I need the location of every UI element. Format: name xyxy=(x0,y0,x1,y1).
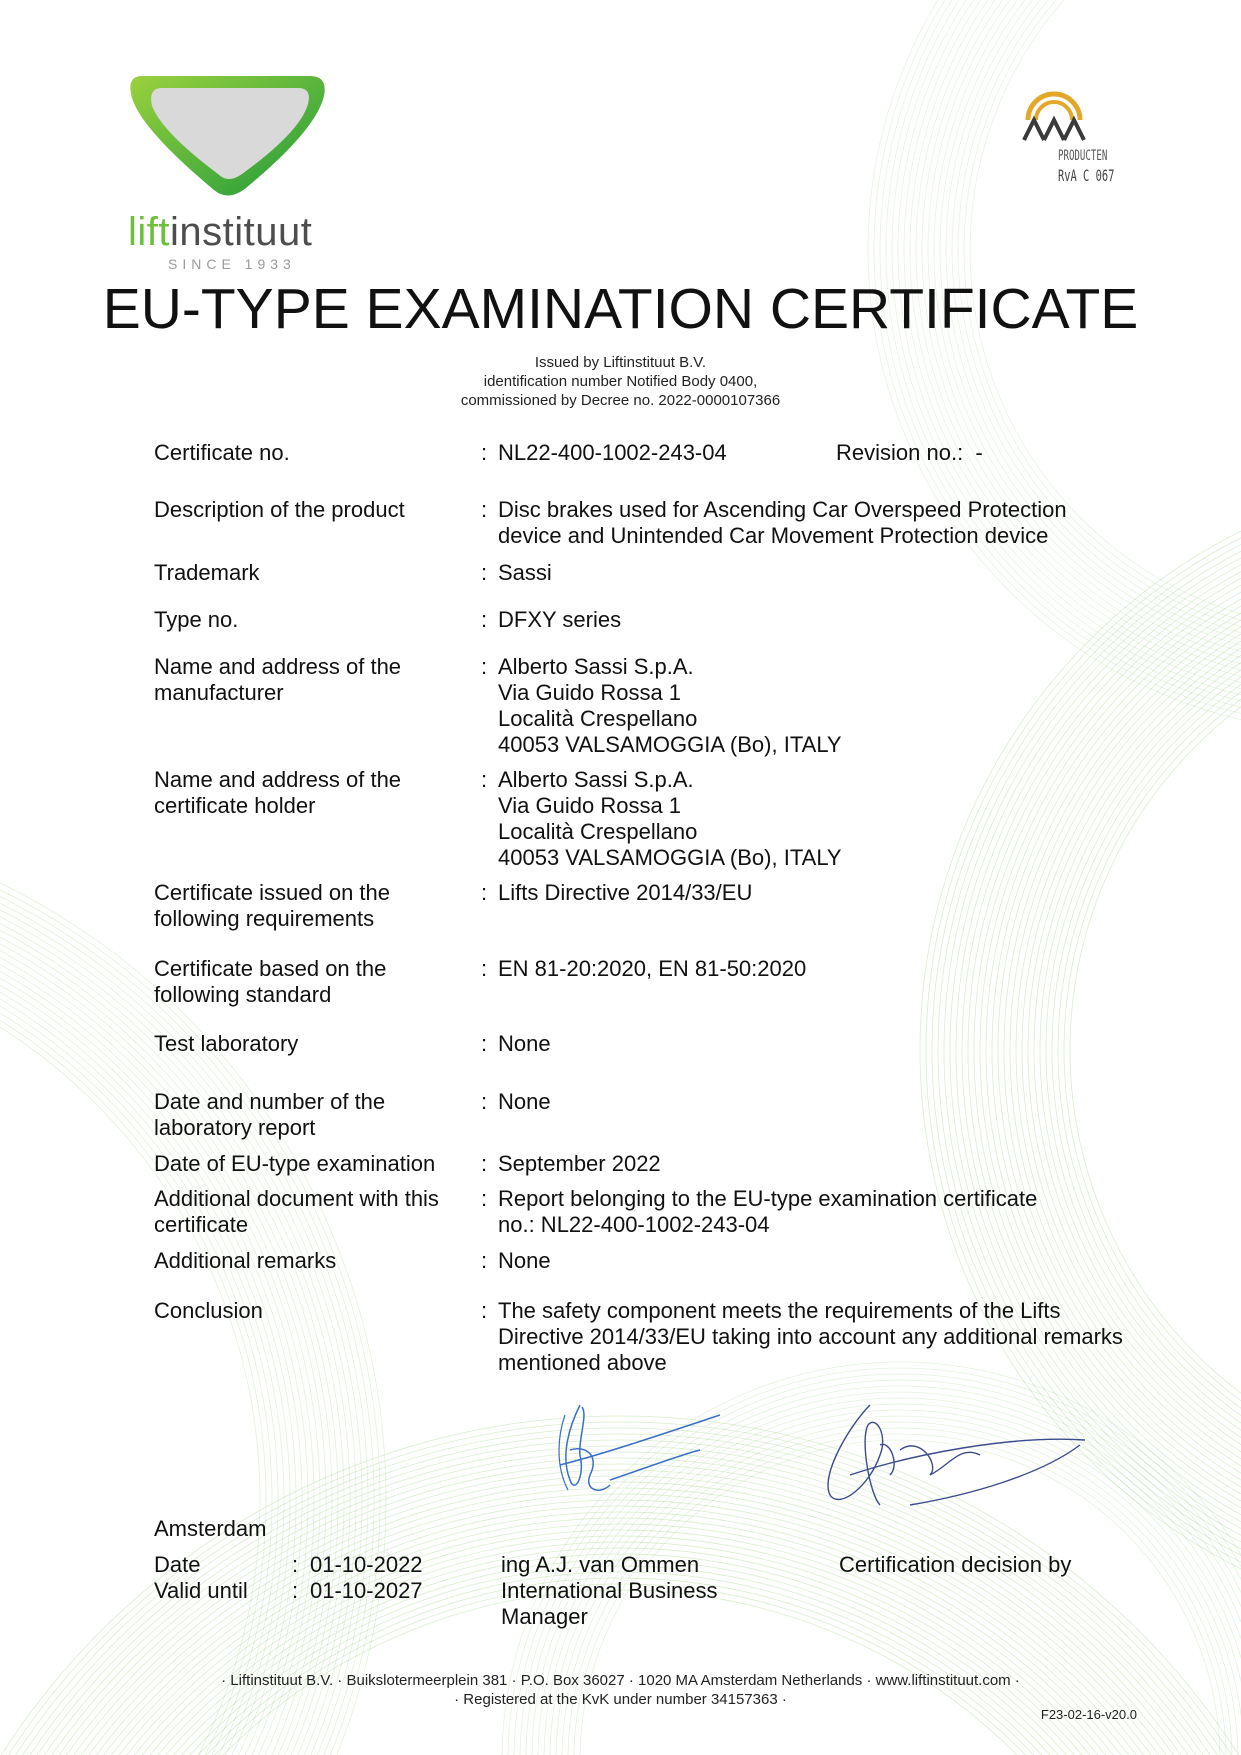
field-label: Certificate issued on the following requirements xyxy=(154,880,391,931)
triangle-logo-icon xyxy=(128,70,328,210)
field-label: Description of the product xyxy=(154,497,405,522)
signature-van-ommen xyxy=(540,1395,730,1515)
revision-no: Revision no.: - xyxy=(836,440,983,465)
rva-line1: PRODUCTEN xyxy=(1058,148,1108,164)
rva-line2: RvA C 067 xyxy=(1058,166,1115,185)
field-value: None xyxy=(498,1031,551,1056)
field-label: Additional document with this certificate xyxy=(154,1186,439,1237)
field-label: Name and address of the certificate holder xyxy=(154,767,402,818)
field-value: Report belonging to the EU-type examination certificate no.: NL22-400-1002-243-04 xyxy=(498,1186,1038,1237)
signatory-title: International Business xyxy=(501,1578,718,1603)
valid-until-colon: : xyxy=(292,1578,299,1603)
issue-date-value: 01-10-2022 xyxy=(310,1552,423,1577)
issue-date-colon: : xyxy=(292,1552,299,1577)
guilloche-line xyxy=(0,898,302,1755)
field-value: Disc brakes used for Ascending Car Overspeed Protection device and Unintended Car Movement Protection device xyxy=(498,497,1067,548)
issuer-line: commissioned by Decree no. 2022-0000107366 xyxy=(460,392,781,409)
valid-until-label: Valid until xyxy=(154,1578,248,1603)
issue-date-label: Date xyxy=(154,1552,201,1577)
field-label: Test laboratory xyxy=(154,1031,299,1056)
field-value: None xyxy=(498,1089,551,1114)
field-label: Type no. xyxy=(154,607,239,632)
footer-line: · Registered at the KvK under number 34157363 · xyxy=(454,1691,787,1708)
field-value: Alberto Sassi S.p.A. Via Guido Rossa 1 Località Crespellano 40053 VALSAMOGGIA (Bo), ITALY xyxy=(498,767,842,870)
issuer-statement xyxy=(0,353,1241,410)
logo-since: SINCE 1933 xyxy=(168,256,296,272)
footer-address xyxy=(0,1671,1241,1709)
field-value: None xyxy=(498,1248,551,1273)
field-label: Certificate based on the following standard xyxy=(154,956,387,1007)
signature-certification-decision xyxy=(810,1395,1090,1515)
issuer-line: identification number Notified Body 0400, xyxy=(483,373,758,390)
signatory-name: ing A.J. van Ommen xyxy=(501,1552,700,1577)
logo-wordmark: liftinstituut xyxy=(128,210,313,254)
field-label: Date and number of the laboratory report xyxy=(154,1089,386,1140)
issuer-line: Issued by Liftinstituut B.V. xyxy=(534,354,707,371)
field-value: September 2022 xyxy=(498,1151,661,1176)
footer-line: · Liftinstituut B.V. · Buikslotermeerplein 381 · P.O. Box 36027 · 1020 MA Amsterdam Netherlands · www.liftinstituut.com · xyxy=(221,1672,1020,1689)
guilloche-line xyxy=(0,934,266,1755)
rva-accreditation-mark xyxy=(1020,90,1130,200)
field-value: Sassi xyxy=(498,560,552,585)
certification-decision-label: Certification decision by xyxy=(839,1552,1072,1577)
field-value: DFXY series xyxy=(498,607,622,632)
field-value: EN 81-20:2020, EN 81-50:2020 xyxy=(498,956,807,981)
form-code: F23-02-16-v20.0 xyxy=(1040,1707,1137,1722)
field-label: Additional remarks xyxy=(154,1248,337,1273)
field-value: NL22-400-1002-243-04 xyxy=(498,440,727,465)
field-value: Lifts Directive 2014/33/EU xyxy=(498,880,753,905)
field-label: Conclusion xyxy=(154,1298,263,1323)
field-label: Name and address of the manufacturer xyxy=(154,654,402,705)
place-of-issue: Amsterdam xyxy=(154,1516,267,1541)
valid-until-value: 01-10-2027 xyxy=(310,1578,423,1603)
rva-icon xyxy=(1020,90,1090,148)
signatory-title: Manager xyxy=(501,1604,588,1629)
certificate-title: EU-TYPE EXAMINATION CERTIFICATE xyxy=(102,277,1139,341)
field-value: Alberto Sassi S.p.A. Via Guido Rossa 1 Località Crespellano 40053 VALSAMOGGIA (Bo), ITALY xyxy=(498,654,842,757)
liftinstituut-logo xyxy=(128,70,328,270)
field-label: Trademark xyxy=(154,560,260,585)
field-value: The safety component meets the requirements of the Lifts Directive 2014/33/EU taking into account any additional remarks mentioned above xyxy=(498,1298,1123,1375)
field-label: Date of EU-type examination xyxy=(154,1151,436,1176)
field-label: Certificate no. xyxy=(154,440,290,465)
